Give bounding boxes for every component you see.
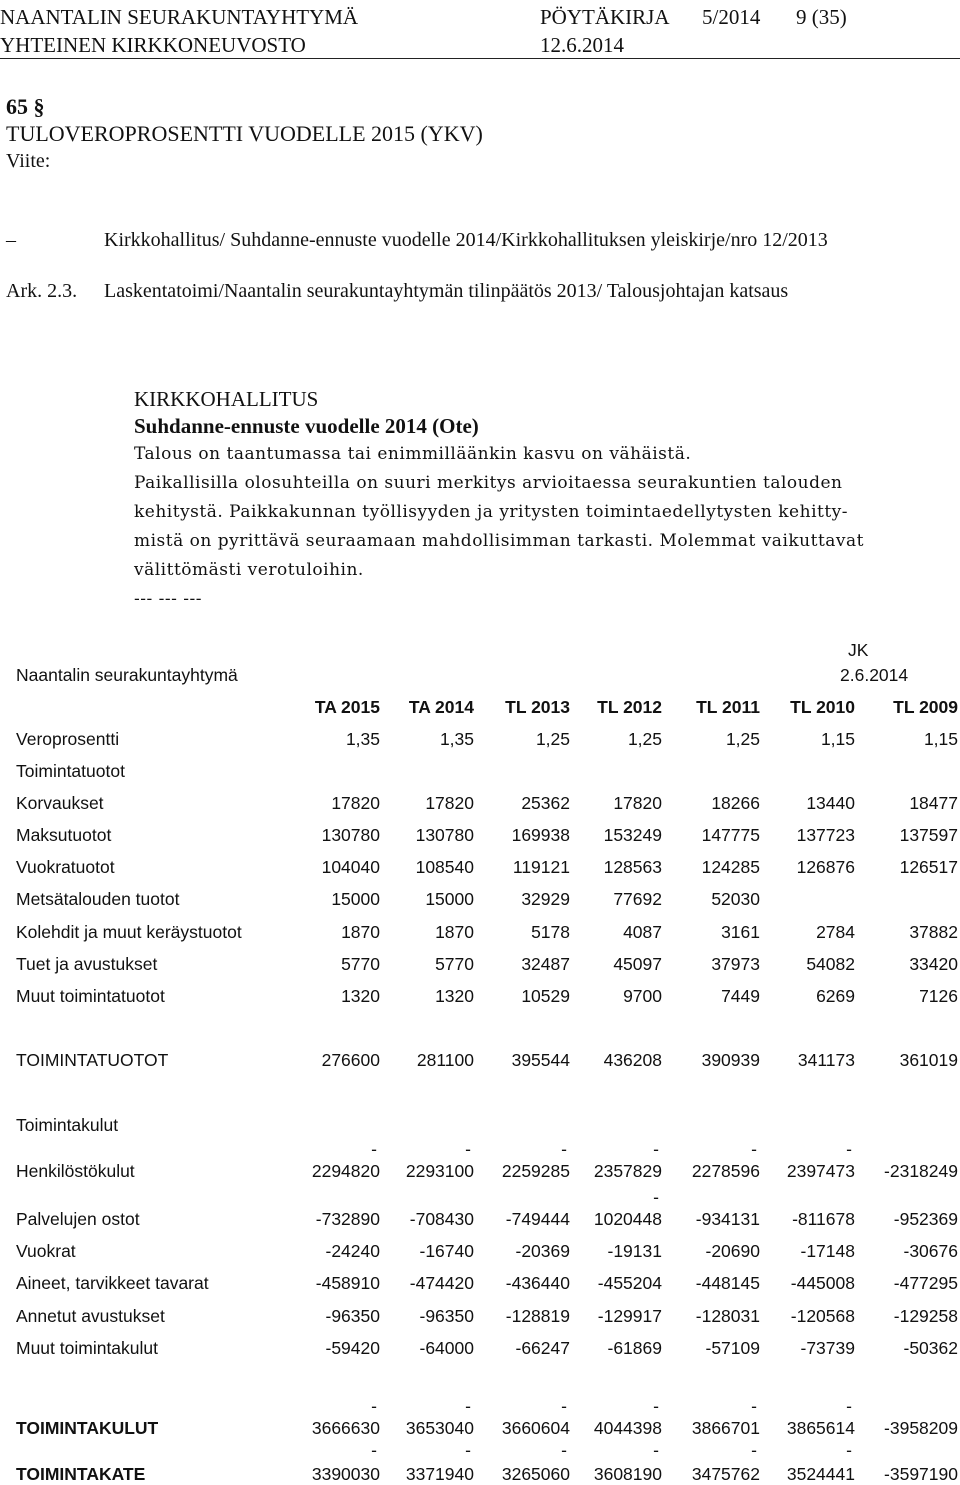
header-org: NAANTALIN SEURAKUNTAYHTYMÄ bbox=[0, 5, 359, 29]
table-cell: -129258 bbox=[893, 1306, 958, 1326]
table-cell: 2784 bbox=[816, 922, 855, 942]
table-cell-dash: - bbox=[561, 1440, 567, 1460]
table-cell: 25362 bbox=[521, 793, 570, 813]
table-cell: -128819 bbox=[505, 1306, 570, 1326]
quote-line: Paikallisilla olosuhteilla on suuri merkitys arvioitaessa seurakuntien talouden bbox=[134, 473, 843, 493]
table-cell: -129917 bbox=[597, 1306, 662, 1326]
table-cell: 1,35 bbox=[345, 729, 380, 749]
table-cell: -17148 bbox=[800, 1241, 855, 1261]
table-cell: -59420 bbox=[325, 1338, 380, 1358]
table-cell: 7449 bbox=[721, 986, 760, 1006]
table-cell-dash: - bbox=[846, 1139, 852, 1159]
table-cell: 1,15 bbox=[820, 729, 855, 749]
table-row-label: Veroprosentti bbox=[16, 729, 120, 749]
header-date: 12.6.2014 bbox=[540, 33, 624, 57]
table-cell: -16740 bbox=[419, 1241, 474, 1261]
table-cell: 4044398 bbox=[593, 1418, 662, 1438]
table-cell: 1020448 bbox=[593, 1209, 662, 1229]
column-header: TL 2013 bbox=[505, 697, 570, 717]
table-cell-dash: - bbox=[846, 1396, 852, 1416]
quote-separator: --- --- --- bbox=[134, 589, 203, 609]
table-cell: 33420 bbox=[909, 954, 958, 974]
table-cell: 1,15 bbox=[923, 729, 958, 749]
table-cell: -128031 bbox=[695, 1306, 760, 1326]
table-cell-dash: - bbox=[465, 1440, 471, 1460]
table-cell-dash: - bbox=[653, 1396, 659, 1416]
table-cell: 37973 bbox=[711, 954, 760, 974]
table-cell-dash: - bbox=[653, 1187, 659, 1207]
table-cell: 5178 bbox=[531, 922, 570, 942]
table-cell: 1320 bbox=[435, 986, 474, 1006]
table-cell: 169938 bbox=[511, 825, 570, 845]
table-cell: -30676 bbox=[903, 1241, 958, 1261]
table-row-label: Kolehdit ja muut keräystuotot bbox=[16, 922, 242, 942]
column-header: TL 2009 bbox=[893, 697, 958, 717]
table-cell: 126876 bbox=[796, 857, 855, 877]
table-cell: -445008 bbox=[790, 1273, 855, 1293]
reference-1-dash: – bbox=[6, 229, 16, 251]
quote-subheading: Suhdanne-ennuste vuodelle 2014 (Ote) bbox=[134, 414, 479, 438]
table-cell: -749444 bbox=[505, 1209, 570, 1229]
quote-heading: KIRKKOHALLITUS bbox=[134, 387, 319, 411]
table-cell: 361019 bbox=[899, 1050, 958, 1070]
table-cell: 77692 bbox=[613, 889, 662, 909]
table-cell-dash: - bbox=[465, 1396, 471, 1416]
table-cell: -448145 bbox=[695, 1273, 760, 1293]
table-cell: 3660604 bbox=[501, 1418, 570, 1438]
table-row-label: Henkilöstökulut bbox=[16, 1161, 135, 1181]
table-row-label: Vuokratuotot bbox=[16, 857, 115, 877]
table-cell-dash: - bbox=[465, 1139, 471, 1159]
table-cell: 32487 bbox=[521, 954, 570, 974]
table-cell: -477295 bbox=[893, 1273, 958, 1293]
table-cell: -3958209 bbox=[884, 1418, 958, 1438]
quote-line: kehitystä. Paikkakunnan työllisyyden ja yritysten toimintaedellytysten kehitty- bbox=[134, 502, 849, 522]
table-cell: -73739 bbox=[800, 1338, 855, 1358]
table-cell: 108540 bbox=[415, 857, 474, 877]
column-header: TL 2011 bbox=[696, 697, 760, 717]
table-cell: 153249 bbox=[603, 825, 662, 845]
table-cell: 37882 bbox=[909, 922, 958, 942]
header-body: YHTEINEN KIRKKONEUVOSTO bbox=[0, 33, 306, 57]
table-row-label: TOIMINTAKATE bbox=[16, 1464, 146, 1484]
table-cell: -24240 bbox=[325, 1241, 380, 1261]
table-cell: -3597190 bbox=[884, 1464, 958, 1484]
table-cell: 3390030 bbox=[311, 1464, 380, 1484]
table-cell: -458910 bbox=[315, 1273, 380, 1293]
table-row-label: TOIMINTAKULUT bbox=[16, 1418, 159, 1438]
table-cell: 3865614 bbox=[786, 1418, 855, 1438]
table-cell: 281100 bbox=[416, 1050, 474, 1070]
table-cell-dash: - bbox=[371, 1139, 377, 1159]
table-jk-label: JK bbox=[848, 640, 869, 660]
table-cell: 436208 bbox=[603, 1050, 662, 1070]
table-cell-dash: - bbox=[751, 1139, 757, 1159]
column-header: TL 2010 bbox=[790, 697, 855, 717]
table-cell-dash: - bbox=[371, 1396, 377, 1416]
table-cell: -436440 bbox=[505, 1273, 570, 1293]
table-cell: 17820 bbox=[331, 793, 380, 813]
table-cell: 1,35 bbox=[439, 729, 474, 749]
table-cell: -952369 bbox=[893, 1209, 958, 1229]
table-cell: 54082 bbox=[806, 954, 855, 974]
table-cell: -2318249 bbox=[884, 1161, 958, 1181]
table-cell: -50362 bbox=[903, 1338, 958, 1358]
table-cell: -120568 bbox=[790, 1306, 855, 1326]
table-cell: 2397473 bbox=[786, 1161, 855, 1181]
column-header: TA 2014 bbox=[408, 697, 474, 717]
table-row-label: Aineet, tarvikkeet tavarat bbox=[16, 1273, 209, 1293]
table-cell: -19131 bbox=[607, 1241, 662, 1261]
table-cell-dash: - bbox=[561, 1396, 567, 1416]
table-cell: 2357829 bbox=[593, 1161, 662, 1181]
section-title: TULOVEROPROSENTTI VUODELLE 2015 (YKV) bbox=[6, 121, 483, 146]
table-cell: 1870 bbox=[435, 922, 474, 942]
table-cell: 126517 bbox=[899, 857, 958, 877]
table-cell-dash: - bbox=[751, 1396, 757, 1416]
quote-line: mistä on pyrittävä seuraamaan mahdollisimman tarkasti. Molemmat vaikuttavat bbox=[134, 531, 865, 551]
table-cell: 9700 bbox=[623, 986, 662, 1006]
table-cell: 128563 bbox=[603, 857, 662, 877]
table-cell: -61869 bbox=[607, 1338, 662, 1358]
reference-2-prefix: Ark. 2.3. bbox=[6, 280, 78, 302]
table-cell: 341173 bbox=[797, 1050, 855, 1070]
reference-label: Viite: bbox=[6, 150, 51, 172]
table-cell: 3524441 bbox=[786, 1464, 855, 1484]
table-cell: 2294820 bbox=[311, 1161, 380, 1181]
table-cell: -811678 bbox=[792, 1209, 855, 1229]
table-cell: 4087 bbox=[623, 922, 662, 942]
column-header: TL 2012 bbox=[597, 697, 662, 717]
table-cell: 6269 bbox=[816, 986, 855, 1006]
table-cell: 124285 bbox=[701, 857, 760, 877]
table-cell: 3475762 bbox=[691, 1464, 760, 1484]
table-cell: 13440 bbox=[806, 793, 855, 813]
table-cell: -732890 bbox=[315, 1209, 380, 1229]
table-jk-date: 2.6.2014 bbox=[840, 665, 909, 685]
table-cell: -66247 bbox=[515, 1338, 570, 1358]
table-cell: 18477 bbox=[909, 793, 958, 813]
table-row-label: Korvaukset bbox=[16, 793, 104, 813]
table-cell: 104040 bbox=[321, 857, 380, 877]
table-cell: 15000 bbox=[425, 889, 474, 909]
table-cell: 3161 bbox=[721, 922, 760, 942]
table-row-label: TOIMINTATUOTOT bbox=[16, 1050, 169, 1070]
quote-line: välittömästi verotuloihin. bbox=[134, 560, 364, 580]
table-cell: 15000 bbox=[331, 889, 380, 909]
table-cell: 119121 bbox=[512, 857, 570, 877]
table-cell-dash: - bbox=[846, 1440, 852, 1460]
table-row-label: Metsätalouden tuotot bbox=[16, 889, 180, 909]
table-cell: 1,25 bbox=[627, 729, 662, 749]
table-cell: 3666630 bbox=[311, 1418, 380, 1438]
table-cell: 130780 bbox=[415, 825, 474, 845]
reference-2: Laskentatoimi/Naantalin seurakuntayhtymän tilinpäätös 2013/ Talousjohtajan katsaus bbox=[104, 280, 789, 302]
table-row-label: Palvelujen ostot bbox=[16, 1209, 140, 1229]
table-cell: 395544 bbox=[511, 1050, 570, 1070]
reference-1: Kirkkohallitus/ Suhdanne-ennuste vuodelle 2014/Kirkkohallituksen yleiskirje/nro 12/2013 bbox=[104, 229, 828, 251]
table-cell: 52030 bbox=[711, 889, 760, 909]
table-cell: 1320 bbox=[341, 986, 380, 1006]
table-org-label: Naantalin seurakuntayhtymä bbox=[16, 665, 238, 685]
table-cell: -96350 bbox=[325, 1306, 380, 1326]
table-cell: -474420 bbox=[409, 1273, 474, 1293]
quote-line: Talous on taantumassa tai enimmilläänkin kasvu on vähäistä. bbox=[134, 444, 692, 464]
table-cell: -57109 bbox=[705, 1338, 760, 1358]
table-row-label: Muut toimintatuotot bbox=[16, 986, 165, 1006]
table-cell: 137723 bbox=[796, 825, 855, 845]
table-cell: 5770 bbox=[435, 954, 474, 974]
table-cell: 2278596 bbox=[691, 1161, 760, 1181]
table-cell: 5770 bbox=[341, 954, 380, 974]
table-cell: 3265060 bbox=[501, 1464, 570, 1484]
table-cell: 3866701 bbox=[691, 1418, 760, 1438]
table-cell: 10529 bbox=[521, 986, 570, 1006]
table-cell: -96350 bbox=[419, 1306, 474, 1326]
table-cell-dash: - bbox=[751, 1440, 757, 1460]
table-cell-dash: - bbox=[653, 1139, 659, 1159]
table-cell: 390939 bbox=[701, 1050, 760, 1070]
table-cell: 130780 bbox=[321, 825, 380, 845]
table-cell: 1,25 bbox=[535, 729, 570, 749]
table-cell: -455204 bbox=[597, 1273, 662, 1293]
table-cell: 3608190 bbox=[593, 1464, 662, 1484]
table-cell: 1870 bbox=[341, 922, 380, 942]
table-row-label: Muut toimintakulut bbox=[16, 1338, 159, 1358]
table-row-label: Toimintatuotot bbox=[16, 761, 125, 781]
table-cell: 3653040 bbox=[405, 1418, 474, 1438]
table-cell: 17820 bbox=[425, 793, 474, 813]
header-doc-number: 5/2014 bbox=[702, 5, 761, 29]
table-cell: 18266 bbox=[711, 793, 760, 813]
table-row-label: Tuet ja avustukset bbox=[16, 954, 158, 974]
table-cell: 17820 bbox=[613, 793, 662, 813]
table-cell: -20369 bbox=[515, 1241, 570, 1261]
header-doc-type: PÖYTÄKIRJA bbox=[540, 5, 670, 29]
table-cell: -20690 bbox=[705, 1241, 760, 1261]
table-cell: 2259285 bbox=[501, 1161, 570, 1181]
table-cell: 32929 bbox=[521, 889, 570, 909]
table-row-label: Toimintakulut bbox=[16, 1115, 119, 1135]
table-row-label: Maksutuotot bbox=[16, 825, 112, 845]
table-cell: 1,25 bbox=[725, 729, 760, 749]
table-cell: 147775 bbox=[701, 825, 760, 845]
table-cell: -934131 bbox=[695, 1209, 760, 1229]
table-cell: 7126 bbox=[919, 986, 958, 1006]
section-number: 65 § bbox=[6, 94, 45, 119]
table-cell: 2293100 bbox=[405, 1161, 474, 1181]
table-cell: 276600 bbox=[321, 1050, 380, 1070]
table-cell: -708430 bbox=[409, 1209, 474, 1229]
table-cell-dash: - bbox=[653, 1440, 659, 1460]
header-page: 9 (35) bbox=[796, 5, 847, 29]
table-cell: 137597 bbox=[899, 825, 958, 845]
table-row-label: Annetut avustukset bbox=[16, 1306, 165, 1326]
table-cell-dash: - bbox=[561, 1139, 567, 1159]
table-cell: 3371940 bbox=[405, 1464, 474, 1484]
table-cell-dash: - bbox=[371, 1440, 377, 1460]
table-cell: 45097 bbox=[613, 954, 662, 974]
table-cell: -64000 bbox=[419, 1338, 474, 1358]
column-header: TA 2015 bbox=[314, 697, 380, 717]
table-row-label: Vuokrat bbox=[16, 1241, 76, 1261]
